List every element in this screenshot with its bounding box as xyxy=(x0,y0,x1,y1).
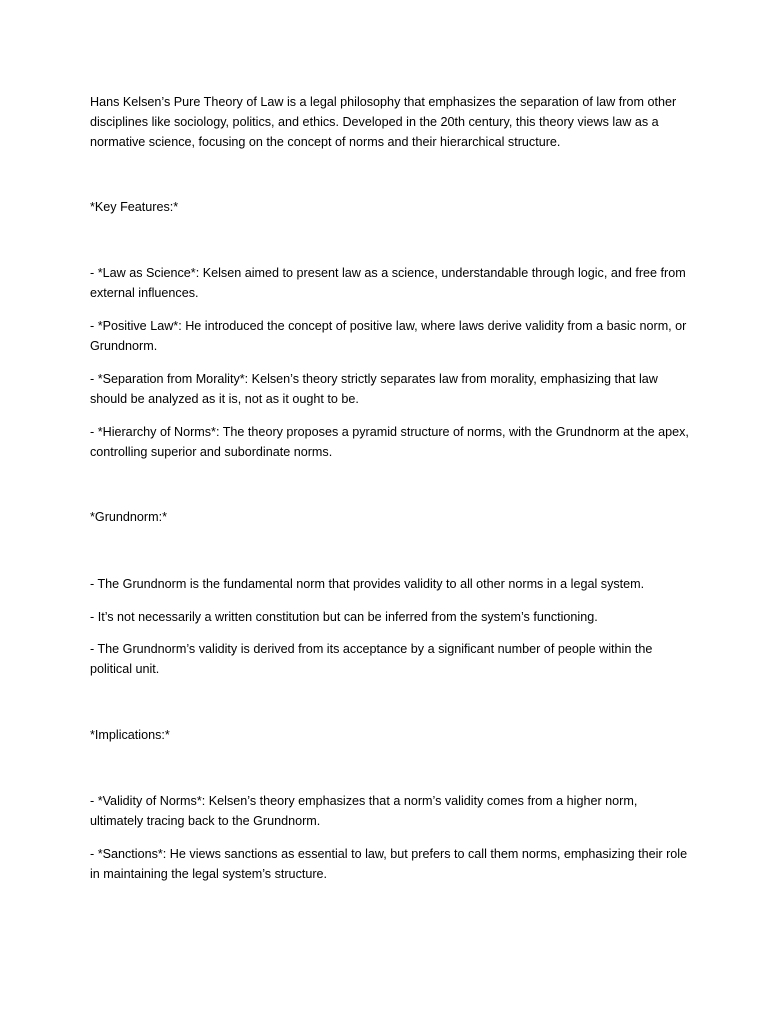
grundnorm-heading: *Grundnorm:* xyxy=(90,510,167,524)
implication-validity-of-norms: - *Validity of Norms*: Kelsen’s theory emphasizes that a norm’s validity comes from a higher norm, ultimately tracing back to the Grundnorm. xyxy=(90,794,638,828)
key-feature-law-as-science: - *Law as Science*: Kelsen aimed to present law as a science, understandable through logic, and free from external influences. xyxy=(90,266,686,300)
implications-heading: *Implications:* xyxy=(90,728,170,742)
key-feature-separation-from-morality: - *Separation from Morality*: Kelsen’s theory strictly separates law from morality, emphasizing that law should be analyzed as it is, not as it ought to be. xyxy=(90,372,658,406)
grundnorm-point: - The Grundnorm is the fundamental norm that provides validity to all other norms in a legal system. xyxy=(90,577,645,591)
grundnorm-point: - It’s not necessarily a written constitution but can be inferred from the system’s functioning. xyxy=(90,610,598,624)
intro-paragraph: Hans Kelsen’s Pure Theory of Law is a legal philosophy that emphasizes the separation of law from other disciplines like sociology, politics, and ethics. Developed in the 20th century, this theory views law as a normative science, focusing on the concept of norms and their hierarchical structure. xyxy=(90,95,677,149)
key-features-heading: *Key Features:* xyxy=(90,200,179,214)
grundnorm-point: - The Grundnorm’s validity is derived from its acceptance by a significant number of people within the political unit. xyxy=(90,642,653,676)
implication-sanctions: - *Sanctions*: He views sanctions as essential to law, but prefers to call them norms, emphasizing their role in maintaining the legal system’s structure. xyxy=(90,847,688,881)
key-feature-positive-law: - *Positive Law*: He introduced the concept of positive law, where laws derive validity from a basic norm, or Grundnorm. xyxy=(90,319,687,353)
key-feature-hierarchy-of-norms: - *Hierarchy of Norms*: The theory proposes a pyramid structure of norms, with the Grundnorm at the apex, controlling superior and subordinate norms. xyxy=(90,425,689,459)
